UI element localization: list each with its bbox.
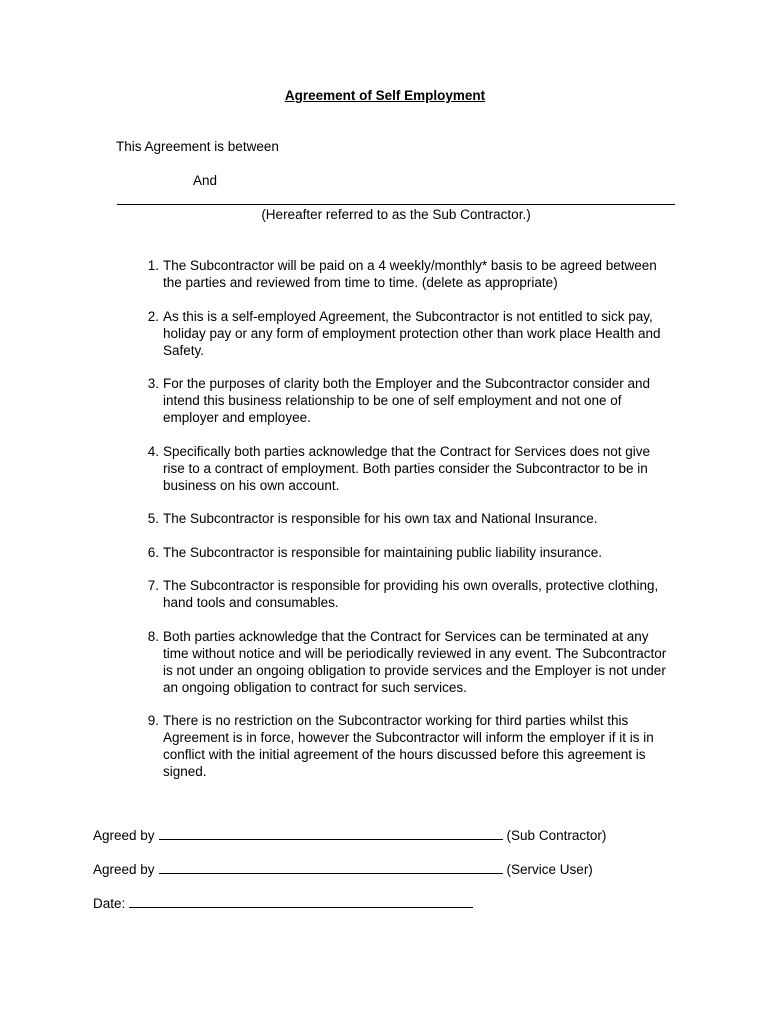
clause-text: The Subcontractor will be paid on a 4 weekly/monthly* basis to be agreed between the parties and reviewed from time to time. (delete as appropriate) bbox=[163, 258, 657, 290]
clause-text: The Subcontractor is responsible for providing his own overalls, protective clothing, hand tools and consumables. bbox=[163, 578, 659, 610]
clause-list bbox=[147, 257, 673, 797]
service-user-signature-line[interactable] bbox=[159, 861, 503, 874]
clause-text: As this is a self-employed Agreement, the Subcontractor is not entitled to sick pay, holiday pay or any form of employment protection other than work place Health and Safety. bbox=[163, 308, 661, 358]
clause-text: The Subcontractor is responsible for maintaining public liability insurance. bbox=[163, 544, 602, 560]
signature-row-service-user bbox=[93, 861, 593, 877]
sub-contractor-signature-line[interactable] bbox=[159, 827, 503, 840]
clause-number: 2. bbox=[147, 308, 159, 324]
clause-text: For the purposes of clarity both the Employer and the Subcontractor consider and intend this business relationship to be one of self employment and not one of employer and employee. bbox=[163, 376, 651, 425]
clause-number: 9. bbox=[147, 713, 159, 728]
party-name-line bbox=[117, 204, 675, 205]
between-text: This Agreement is between bbox=[116, 139, 279, 154]
date-line[interactable] bbox=[129, 895, 473, 908]
signature-row-sub-contractor bbox=[93, 827, 606, 843]
document-title: Agreement of Self Employment bbox=[284, 88, 486, 103]
clause-item bbox=[147, 544, 673, 561]
clause-item bbox=[147, 443, 673, 494]
clause-number: 3. bbox=[147, 376, 159, 391]
clause-number: 4. bbox=[147, 443, 159, 459]
service-user-role-label: (Service User) bbox=[506, 862, 593, 877]
agreed-by-label: Agreed by bbox=[93, 828, 155, 843]
signature-row-date bbox=[93, 895, 477, 911]
clause-text: There is no restriction on the Subcontractor working for third parties whilst this Agreement is in force, however the Subcontractor will inform the employer if it is in conflict with the initial agreement of the hours discussed before this agreement is signed. bbox=[163, 713, 654, 779]
clause-item bbox=[147, 510, 673, 527]
clause-number: 6. bbox=[147, 544, 159, 560]
clause-number: 1. bbox=[147, 258, 159, 273]
clause-item bbox=[147, 628, 673, 696]
clause-item bbox=[147, 257, 673, 291]
clause-number: 5. bbox=[147, 511, 159, 526]
date-label: Date: bbox=[93, 896, 126, 911]
clause-text: Specifically both parties acknowledge that the Contract for Services does not give rise to a contract of employment. Both parties consider the Subcontractor to be in business on his own account. bbox=[163, 443, 651, 493]
hereafter-text: (Hereafter referred to as the Sub Contractor.) bbox=[261, 207, 531, 222]
and-text: And bbox=[193, 173, 218, 188]
agreed-by-label: Agreed by bbox=[93, 862, 155, 877]
clause-number: 8. bbox=[147, 628, 159, 644]
clause-number: 7. bbox=[147, 578, 159, 593]
clause-text: Both parties acknowledge that the Contract for Services can be terminated at any time without notice and will be periodically reviewed in any event. The Subcontractor is not under an ongoing obligation to provide services and the Employer is not under an ongoing obligation to contract for such services. bbox=[163, 628, 667, 695]
clause-item bbox=[147, 375, 673, 426]
clause-text: The Subcontractor is responsible for his own tax and National Insurance. bbox=[163, 511, 598, 526]
clause-item bbox=[147, 577, 673, 611]
sub-contractor-role-label: (Sub Contractor) bbox=[506, 828, 607, 843]
clause-item bbox=[147, 712, 673, 780]
clause-item bbox=[147, 308, 673, 359]
